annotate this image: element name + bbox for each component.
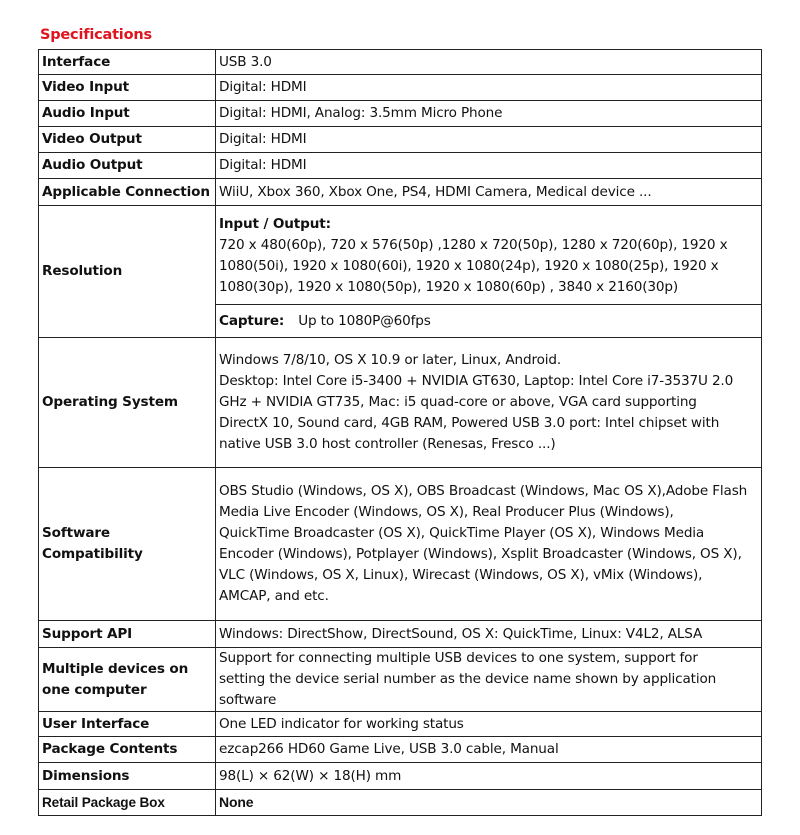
software-line: Media Live Encoder (Windows, OS X), Real Producer Plus (Windows), bbox=[219, 504, 674, 520]
os-line: Desktop: Intel Core i5-3400 + NVIDIA GT630, Laptop: Intel Core i7-3537U 2.0 bbox=[219, 373, 734, 389]
spec-value-multiple-devices bbox=[216, 648, 762, 712]
spec-value-video-output: Digital: HDMI bbox=[216, 127, 762, 153]
spec-value-package-contents: ezcap266 HD60 Game Live, USB 3.0 cable, Manual bbox=[216, 737, 762, 763]
capture-value: Up to 1080P@60fps bbox=[298, 312, 431, 329]
software-line: QuickTime Broadcaster (OS X), QuickTime Player (OS X), Windows Media bbox=[219, 525, 705, 541]
spec-value-video-input: Digital: HDMI bbox=[216, 75, 762, 101]
spec-label-audio-output: Audio Output bbox=[39, 153, 216, 179]
multi-label-line: Multiple devices on bbox=[42, 660, 189, 677]
table-row bbox=[39, 763, 762, 790]
table-row bbox=[39, 101, 762, 127]
spec-label-software-compatibility: Software Compatibility bbox=[39, 468, 216, 621]
spec-value-audio-input: Digital: HDMI, Analog: 3.5mm Micro Phone bbox=[216, 101, 762, 127]
table-row bbox=[39, 737, 762, 763]
spec-label-dimensions: Dimensions bbox=[39, 763, 216, 790]
resolution-io-line: 1080(30p), 1920 x 1080(50p), 1920 x 1080(60p) , 3840 x 2160(30p) bbox=[219, 279, 679, 295]
spec-label-user-interface: User Interface bbox=[39, 712, 216, 737]
spec-value-audio-output: Digital: HDMI bbox=[216, 153, 762, 179]
table-row bbox=[39, 712, 762, 737]
software-line: AMCAP, and etc. bbox=[219, 588, 329, 604]
table-row bbox=[39, 621, 762, 648]
spec-label-applicable-connection: Applicable Connection bbox=[39, 179, 216, 206]
spec-value-dimensions: 98(L) × 62(W) × 18(H) mm bbox=[216, 763, 762, 790]
page-title: Specifications bbox=[40, 27, 152, 43]
spec-label-resolution: Resolution bbox=[39, 206, 216, 338]
spec-label-video-input: Video Input bbox=[39, 75, 216, 101]
software-line: VLC (Windows, OS X, Linux), Wirecast (Windows, OS X), vMix (Windows), bbox=[219, 567, 703, 583]
multi-line: Support for connecting multiple USB devices to one system, support for bbox=[219, 650, 698, 666]
spec-label-multiple-devices bbox=[39, 648, 216, 712]
table-row bbox=[39, 338, 762, 468]
multi-line: software bbox=[219, 692, 277, 708]
os-line: DirectX 10, Sound card, 4GB RAM, Powered USB 3.0 port: Intel chipset with bbox=[219, 415, 720, 431]
table-row bbox=[39, 50, 762, 75]
spec-value-resolution-capture bbox=[216, 305, 762, 338]
table-row bbox=[39, 648, 762, 712]
spec-value-support-api: Windows: DirectShow, DirectSound, OS X: QuickTime, Linux: V4L2, ALSA bbox=[216, 621, 762, 648]
spec-label-video-output: Video Output bbox=[39, 127, 216, 153]
specifications-table bbox=[38, 49, 762, 816]
table-row bbox=[39, 75, 762, 101]
table-row bbox=[39, 127, 762, 153]
spec-value-applicable-connection: WiiU, Xbox 360, Xbox One, PS4, HDMI Camera, Medical device ... bbox=[216, 179, 762, 206]
resolution-io-heading: Input / Output: bbox=[219, 216, 331, 232]
spec-value-retail-package-box: None bbox=[216, 790, 762, 816]
multi-label-line: one computer bbox=[42, 681, 147, 698]
spec-value-resolution-io bbox=[216, 206, 762, 305]
os-line: native USB 3.0 host controller (Renesas, Fresco ...) bbox=[219, 436, 556, 452]
spec-value-interface: USB 3.0 bbox=[216, 50, 762, 75]
multi-line: setting the device serial number as the device name shown by application bbox=[219, 671, 717, 687]
resolution-io-line: 1080(50i), 1920 x 1080(60i), 1920 x 1080(24p), 1920 x 1080(25p), 1920 x bbox=[219, 258, 719, 274]
spec-value-software-compatibility bbox=[216, 468, 762, 621]
spec-label-retail-package-box: Retail Package Box bbox=[39, 790, 216, 816]
spec-label-support-api: Support API bbox=[39, 621, 216, 648]
table-row bbox=[39, 179, 762, 206]
spec-label-audio-input: Audio Input bbox=[39, 101, 216, 127]
spec-value-user-interface: One LED indicator for working status bbox=[216, 712, 762, 737]
table-row bbox=[39, 790, 762, 816]
capture-label: Capture: bbox=[219, 312, 285, 329]
software-line: Encoder (Windows), Potplayer (Windows), Xsplit Broadcaster (Windows, OS X), bbox=[219, 546, 742, 562]
spec-label-interface: Interface bbox=[39, 50, 216, 75]
table-row bbox=[39, 468, 762, 621]
spec-value-operating-system bbox=[216, 338, 762, 468]
software-line: OBS Studio (Windows, OS X), OBS Broadcast (Windows, Mac OS X),Adobe Flash bbox=[219, 483, 748, 499]
table-row bbox=[39, 153, 762, 179]
spec-label-package-contents: Package Contents bbox=[39, 737, 216, 763]
os-line: Windows 7/8/10, OS X 10.9 or later, Linux, Android. bbox=[219, 352, 562, 368]
table-row bbox=[39, 206, 762, 305]
os-line: GHz + NVIDIA GT735, Mac: i5 quad-core or above, VGA card supporting bbox=[219, 394, 697, 410]
resolution-io-line: 720 x 480(60p), 720 x 576(50p) ,1280 x 720(50p), 1280 x 720(60p), 1920 x bbox=[219, 237, 728, 253]
spec-label-operating-system: Operating System bbox=[39, 338, 216, 468]
